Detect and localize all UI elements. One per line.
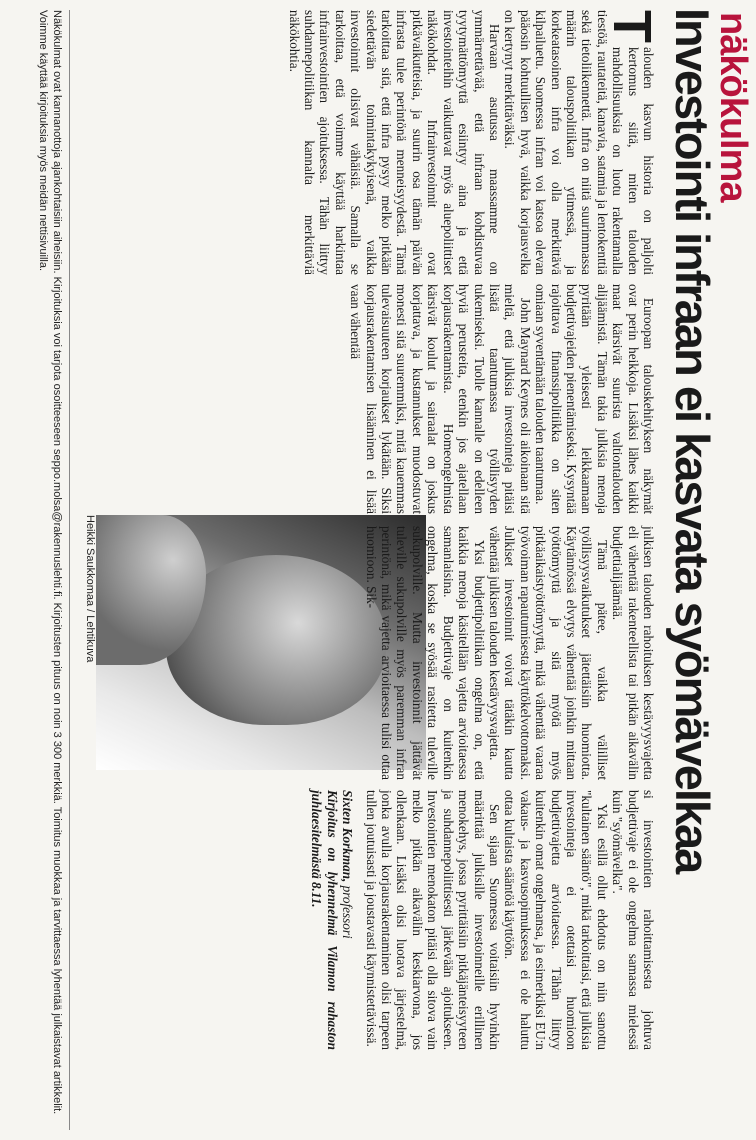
paragraph: Harvaan asutussa maassamme on ymmärrettävää, että infraan kohdistuvaa tyytymättömyyttä esiintyy aina ja että investointeihin vaikuttavat myös aluepoliittiset näkökohdat. Infrainvestoinnit ovat pitkävaikutteisia, ja suurin osa tämän päivän infrasta tulee perintönä menneisyydestä. Tämä tarkoittaa sitä, että infra pysyy melko pitkään siedettävän toimintakykyisenä, vaikka investoinnit olisivat vähäisiä. Samalla se tarkoittaa, että voimme käyttää harkintaa infrainvestointien ajoituksessa. Tähän liittyy suhdannepolitiikan kannalta merkittäviä näkökohtia. (286, 10, 502, 275)
author-name: Sixten Korkman, (340, 790, 356, 883)
column-3 (363, 526, 656, 780)
paragraph: John Maynard Keynes oli aikoinaan sitä mieltä, että julkisia investointeja pitäisi lisätä taantumassa työllisyyden tukemiseksi. Tuolle kannalle on edelleen hyviä perusteita, etenkin jos ajatellaan korjausrakentamista. Homeongelmista kärsivät koulut ja sairaalat on joskus korjattava, ja kustannukset muodostuvat monesti sitä suuremmiksi, mitä kauemmas tulevaisuuteen korjaukset lykätään. Siksi korjausrakentamisen lisääminen ei lisää vaan vähentää (348, 284, 533, 514)
author-title: professori (340, 885, 356, 939)
paragraph: Tämä pätee, vaikka välilliset työllisyysvaikutukset jätettäisiin huomiotta. Käytännössä elvytys vähentää joinkin mittaan työttömyyttä ja sitä myötä myös pitkäaikaistyöttömyyttä, mikä vähentää vaaraa työvoiman rapautumisesta käyttökelvottomaksi. Julkiset investoinnit voivat tätäkin kautta vähentää julkisen talouden kestävyysvajetta. (486, 526, 610, 780)
author-note: Kirjoitus on lyhennelmä Vilamon rahaston juhlaesitelmästä 8.11. (309, 790, 340, 1050)
paragraph: Euroopan talouskehityksen näkymät ovat perin heikkoja. Lisäksi lähes kaikki maat kärsivät suurista valtiontalouden alijäämistä. Tämän takia julkisia menoja pyritään yleisesti leikkaamaan budjettivajeiden pienentämiseksi. Kysyntää rajoittava finanssipolitiikka on siten omiaan syventämään talouden taantumaa. (533, 284, 656, 514)
drop-cap: T (602, 10, 662, 43)
paragraph: Yksi budjettipolitiikan ongelma on, että kaikkia menoja käsitellään vajetta arvioitaessa samanlaisina. Budjettivaje on kuitenkin ongelma, koska se syösää rasitetta tuleville sukupolville. Mutta investoinnit jättävät tuleville sukupolville myös paremman infran perintönä, mikä vajetta arvioitaessa tulisi ottaa huomioon. Sik- (363, 526, 487, 780)
footer-note: Näkökulmat ovat kannanottoja ajankohtaisiin aiheisiin. Kirjoituksia voi tarjota osoitteeseen seppo.molsa@rakennuslehti.fi. Kirjoitusten pituus on noin 3 300 merkkiä. Toimitus muokkaa ja tarvittaessa lyhentää julkaistavat artikkelit. Voimme käyttää kirjoituksia myös meidän nettisivuilla. (37, 10, 63, 1115)
paragraph: alouden kasvun historia on paljolti kertomus siitä, miten talouden mahdollisuuksia on luotu rakentamalla tiestöä, rautateitä, kanavia, satamia ja lentokenttiä sekä tietoliikennettä. Infra on niitä suurimmassa määrin talouspolitiikan ytimessä, ja korkeatasoinen infra voi olla merkittävä kilpailuetu. Suomessa infran voi katsoa olevan pääosin kohtuullisen hyvä, vaikka korjausvelka on kertynyt merkittäväksi. (502, 10, 656, 275)
paragraph: Sen sijaan Suomessa voitaisiin hyvinkin määrittää julkisille investoinneille erillinen menokehys, jossa pyrittäisiin pitkäjänteisyyteen ja suhdannepoliittisesti järkevään ajoitukseen. Investointien menokaton pitäisi olla sitova vain melko pitkän aikavälin keskiarvona, jos ollenkaan. Lisäksi olisi luotava järjestelmä, jonka avulla korjausrakentaminen olisi tarpeen tullen joutuisasti ja joustavasti käynnistettävissä. (363, 790, 502, 1050)
paragraph: si investointien rahoittamisesta johtuva budjettivaje ei ole ongelma samassa mielessä kuin "syömävelka". (610, 790, 656, 1050)
paragraph: Yksi esillä ollut ehdotus on niin sanottu "kultainen sääntö", mikä tarkoittaisi, että julkisia investointeja ei otettaisi huomioon budjettivajetta arvioitaessa. Tähän liittyy kuitenkin omat ongelmansa, ja esimerkiksi EU:n vakaus- ja kasvusopimuksessa ei ole haluttu ottaa kultaista sääntöä käyttöön. (502, 790, 610, 1050)
footer-divider (69, 10, 70, 1130)
headline: Investointi infraan ei kasvata syömävelkaa (666, 8, 719, 873)
section-label: näkökulma (712, 12, 754, 202)
column-4 (96, 790, 656, 1050)
author-block (309, 790, 355, 1050)
paragraph: julkisen talouden rahoituksen kestävyysvajetta eli vähentää rakenteellista tai pitkän aikavälin budjettialijäämää. (610, 526, 656, 780)
column-1 (96, 10, 662, 275)
column-2 (96, 284, 656, 514)
photo-credit: Heikki Saukkomaa / Lehtikuva (84, 515, 96, 663)
